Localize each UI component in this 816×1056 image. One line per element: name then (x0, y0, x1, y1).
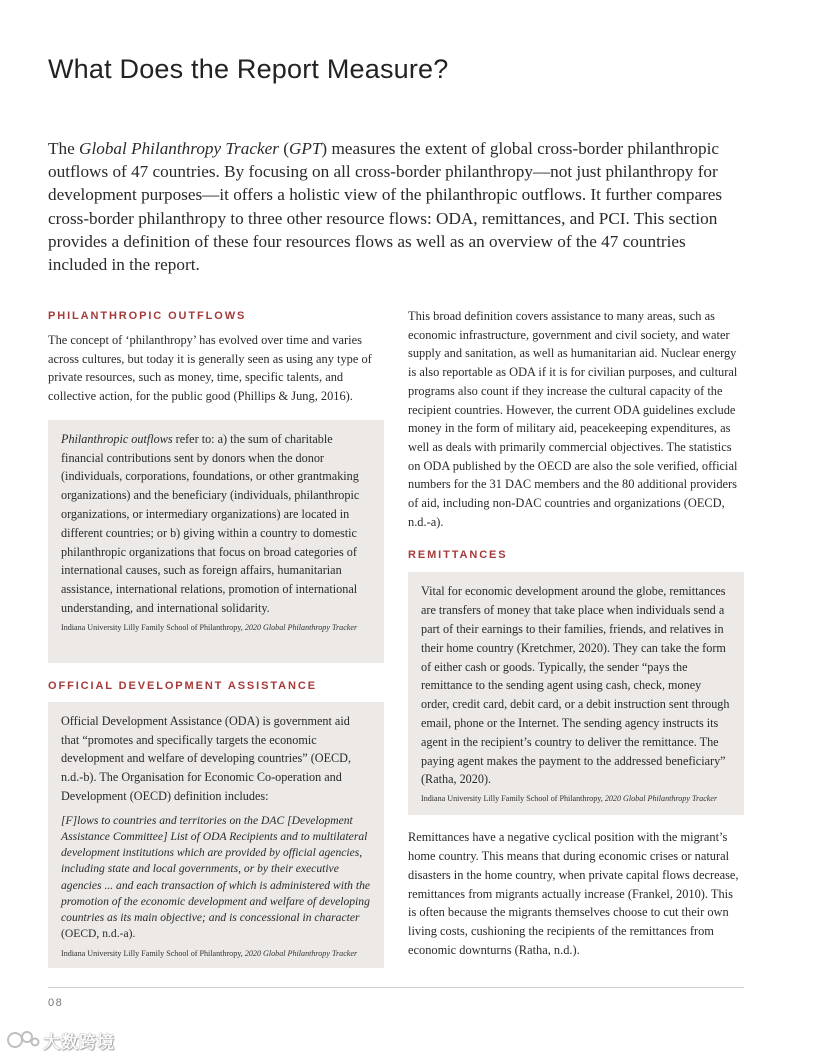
source-title: 2020 Global Philanthropy Tracker (244, 949, 358, 959)
intro-text-3: ) measures the extent of global cross-border philanthropic outflows of 47 countries. By focusing on all cross-border philanthropy—not just philanthropy for development purposes—it offers a holistic view of the philanthropic outflows. It further compares cross-border philanthropy to three other resource flows: ODA, remittances, and PCI. This section provides a definition of these four resources flows as well as an overview of the 47 countries included in the report. (48, 139, 723, 275)
page-number: 08 (48, 997, 64, 1009)
philanthropic-outflows-definition-text: refer to: a) the sum of charitable financial contributions sent by donors when the donor (individuals, corporations, foundations, or other grantmaking organizations) and the beneficiary (individuals, philanthropic organizations, or intermediary organizations) are located in different countries; or b) giving within a country to domestic philanthropic organizations that focus on broad categories of international causes, such as foreign affairs, humanitarian assistance, international relations, promotion of international understanding, and international solidarity. (61, 431, 360, 615)
remittances-heading: REMITTANCES (408, 549, 508, 562)
philanthropic-outflows-box (48, 420, 384, 663)
watermark (6, 1027, 115, 1053)
source-title: 2020 Global Philanthropy Tracker (604, 794, 718, 804)
remittances-source (421, 793, 731, 804)
intro-paragraph (48, 137, 748, 276)
intro-report-name: Global Philanthropy Tracker (79, 139, 279, 158)
philanthropy-definition-text: The concept of ‘philanthropy’ has evolved over time and varies across cultures, but today it is generally seen as using any type of private resources, such as money, time, specific talents, and collective action, for the public good (Phillips & Jung, 2016). (48, 333, 372, 404)
oda-quote-citation: (OECD, n.d.-a). (61, 927, 136, 941)
intro-text-1: The (48, 139, 80, 158)
oda-oecd-quote (61, 813, 371, 943)
remittances-cyclical-text: Remittances have a negative cyclical position with the migrant’s home country. This means that during economic crises or natural disasters in the home country, when private capital flows decrease, remittances from migrants actually increase (Frankel, 2010). This is often because the migrants themselves choose to cut their own living costs, cushioning the recipients of the remittances from economic downturns (Ratha, n.d.). (408, 830, 739, 957)
philanthropic-outflows-source (61, 622, 371, 633)
intro-text-2: ( (278, 139, 289, 158)
footer-divider (48, 987, 744, 988)
oda-source (61, 948, 371, 959)
watermark-text: 大数跨境 (43, 1032, 115, 1053)
oda-quote-text: [F]lows to countries and territories on the DAC [Development Assistance Committee] List of ODA Recipients and to multilateral development institutions which are provided by official agencies, including state and local governments, or by their executive agencies ... and each transaction of which is administered with the promotion of the economic development and welfare of developing countries as its main objective; and is concessional in character (61, 813, 371, 925)
oda-box (48, 702, 384, 968)
left-column (48, 309, 384, 968)
philanthropic-outflows-heading: PHILANTHROPIC OUTFLOWS (48, 310, 247, 322)
philanthropic-outflows-term: Philanthropic outflows (61, 431, 173, 446)
watermark-logo-icon (6, 1029, 40, 1051)
source-title: 2020 Global Philanthropy Tracker (244, 622, 358, 632)
source-org: Indiana University Lilly Family School of Philanthropy, (421, 794, 605, 804)
intro-report-abbrev: GPT (288, 139, 322, 158)
source-org: Indiana University Lilly Family School of Philanthropy, (61, 622, 245, 632)
oda-definition-text: Official Development Assistance (ODA) is government aid that “promotes and specifically targets the economic development and welfare of developing countries” (OECD, n.d.-b). The Organisation for Economic Co-operation and Development (OECD) definition includes: (61, 713, 352, 803)
oda-heading: OFFICIAL DEVELOPMENT ASSISTANCE (48, 679, 317, 692)
right-column (408, 309, 744, 959)
page-title: What Does the Report Measure? (48, 54, 449, 84)
source-org: Indiana University Lilly Family School of Philanthropy, (61, 949, 245, 959)
remittances-box (408, 572, 744, 815)
philanthropic-outflows-definition (61, 430, 371, 618)
remittances-definition-text: Vital for economic development around the globe, remittances are transfers of money that take place when individuals send a part of their earnings to their families, friends, and relatives in their home country (Kretchmer, 2020). They can take the form of either cash or goods. Typically, the sender “pays the remittance to the sending agent using cash, check, money order, credit card, debit card, or a debit instruction sent through email, phone or the Internet. The sending agency instructs its agent in the recipient’s country to deliver the remittance. The paying agent makes the payment to the addressed beneficiary” (Ratha, 2020). (421, 584, 730, 787)
oda-continued-text: This broad definition covers assistance to many areas, such as economic infrastructure, government and civil society, and water supply and sanitation, as well as humanitarian aid. Nuclear energy is also reportable as ODA if it is for civilian purposes, and cultural programs also count if they increase the cultural capacity of the recipient countries. However, the current ODA guidelines exclude money in the form of military aid, peacekeeping expenditures, as well as deals with primarily commercial objectives. The statistics on ODA published by the OECD are also the sole verified, official numbers for the 31 DAC members and the 80 additional providers of aid, including non-DAC countries and organizations (OECD, n.d.-a). (408, 309, 738, 529)
